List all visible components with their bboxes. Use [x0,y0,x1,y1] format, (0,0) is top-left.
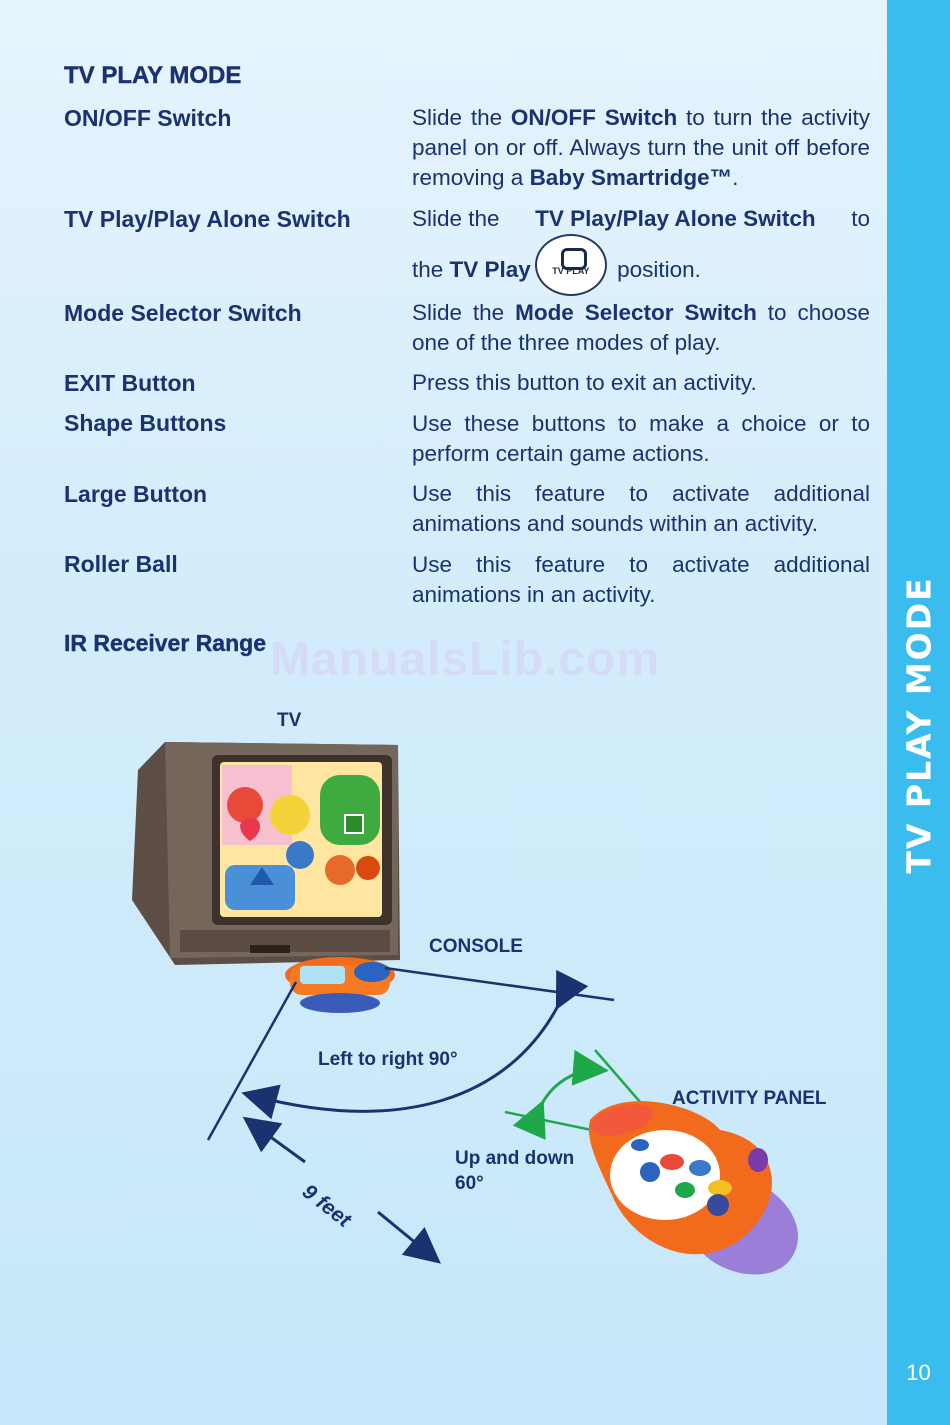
range-line-left [208,982,296,1140]
desc-tvplay: Slide the TV Play/Play Alone Switch to the TV Play TV PLAY position. [412,204,870,302]
ir-range-heading: IR Receiver Range [64,630,266,656]
sidebar-title: TV PLAY MODE [899,576,938,874]
updown-arc [540,1070,600,1108]
console-illustration [285,957,395,1013]
distance-arrow-right [378,1212,434,1258]
cat-character [227,787,263,823]
distance-arrow-left [250,1122,305,1162]
console-label: CONSOLE [429,936,523,957]
up-down-label: Up and down [455,1148,575,1169]
term-tvplay: TV Play/Play Alone Switch [64,206,351,232]
term-shape: Shape Buttons [64,410,227,436]
page-title: TV PLAY MODE [64,62,242,89]
up-down-degrees: 60° [455,1173,484,1194]
bunny-character [270,795,310,835]
distance-label: 9 feet [297,1180,356,1232]
tv-play-icon: TV PLAY [535,234,607,296]
activity-panel-label: ACTIVITY PANEL [672,1088,827,1109]
activity-panel-illustration [587,1098,798,1274]
desc-onoff: Slide the ON/OFF Switch to turn the activity panel on or off. Always turn the unit off before removing a Baby Smartridge™. [412,105,870,190]
tv-label: TV [277,710,302,731]
term-exit: EXIT Button [64,370,196,396]
term-roller: Roller Ball [64,551,178,577]
desc-exit: Press this button to exit an activity. [412,370,757,395]
range-line-top [385,968,614,1000]
desc-shape: Use these buttons to make a choice or to perform certain game actions. [412,411,870,466]
term-onoff: ON/OFF Switch [64,105,232,131]
term-mode: Mode Selector Switch [64,300,302,326]
desc-large: Use this feature to activate additional animations and sounds within an activity. [412,481,870,536]
desc-roller: Use this feature to activate additional animations in an activity. [412,552,870,607]
desc-mode: Slide the Mode Selector Switch to choose one of the three modes of play. [412,300,870,355]
term-large: Large Button [64,481,208,507]
watermark: ManualsLib.com [270,633,661,686]
left-right-label: Left to right 90° [318,1049,458,1070]
page-number: 10 [906,1360,931,1385]
tv-illustration [132,742,400,965]
